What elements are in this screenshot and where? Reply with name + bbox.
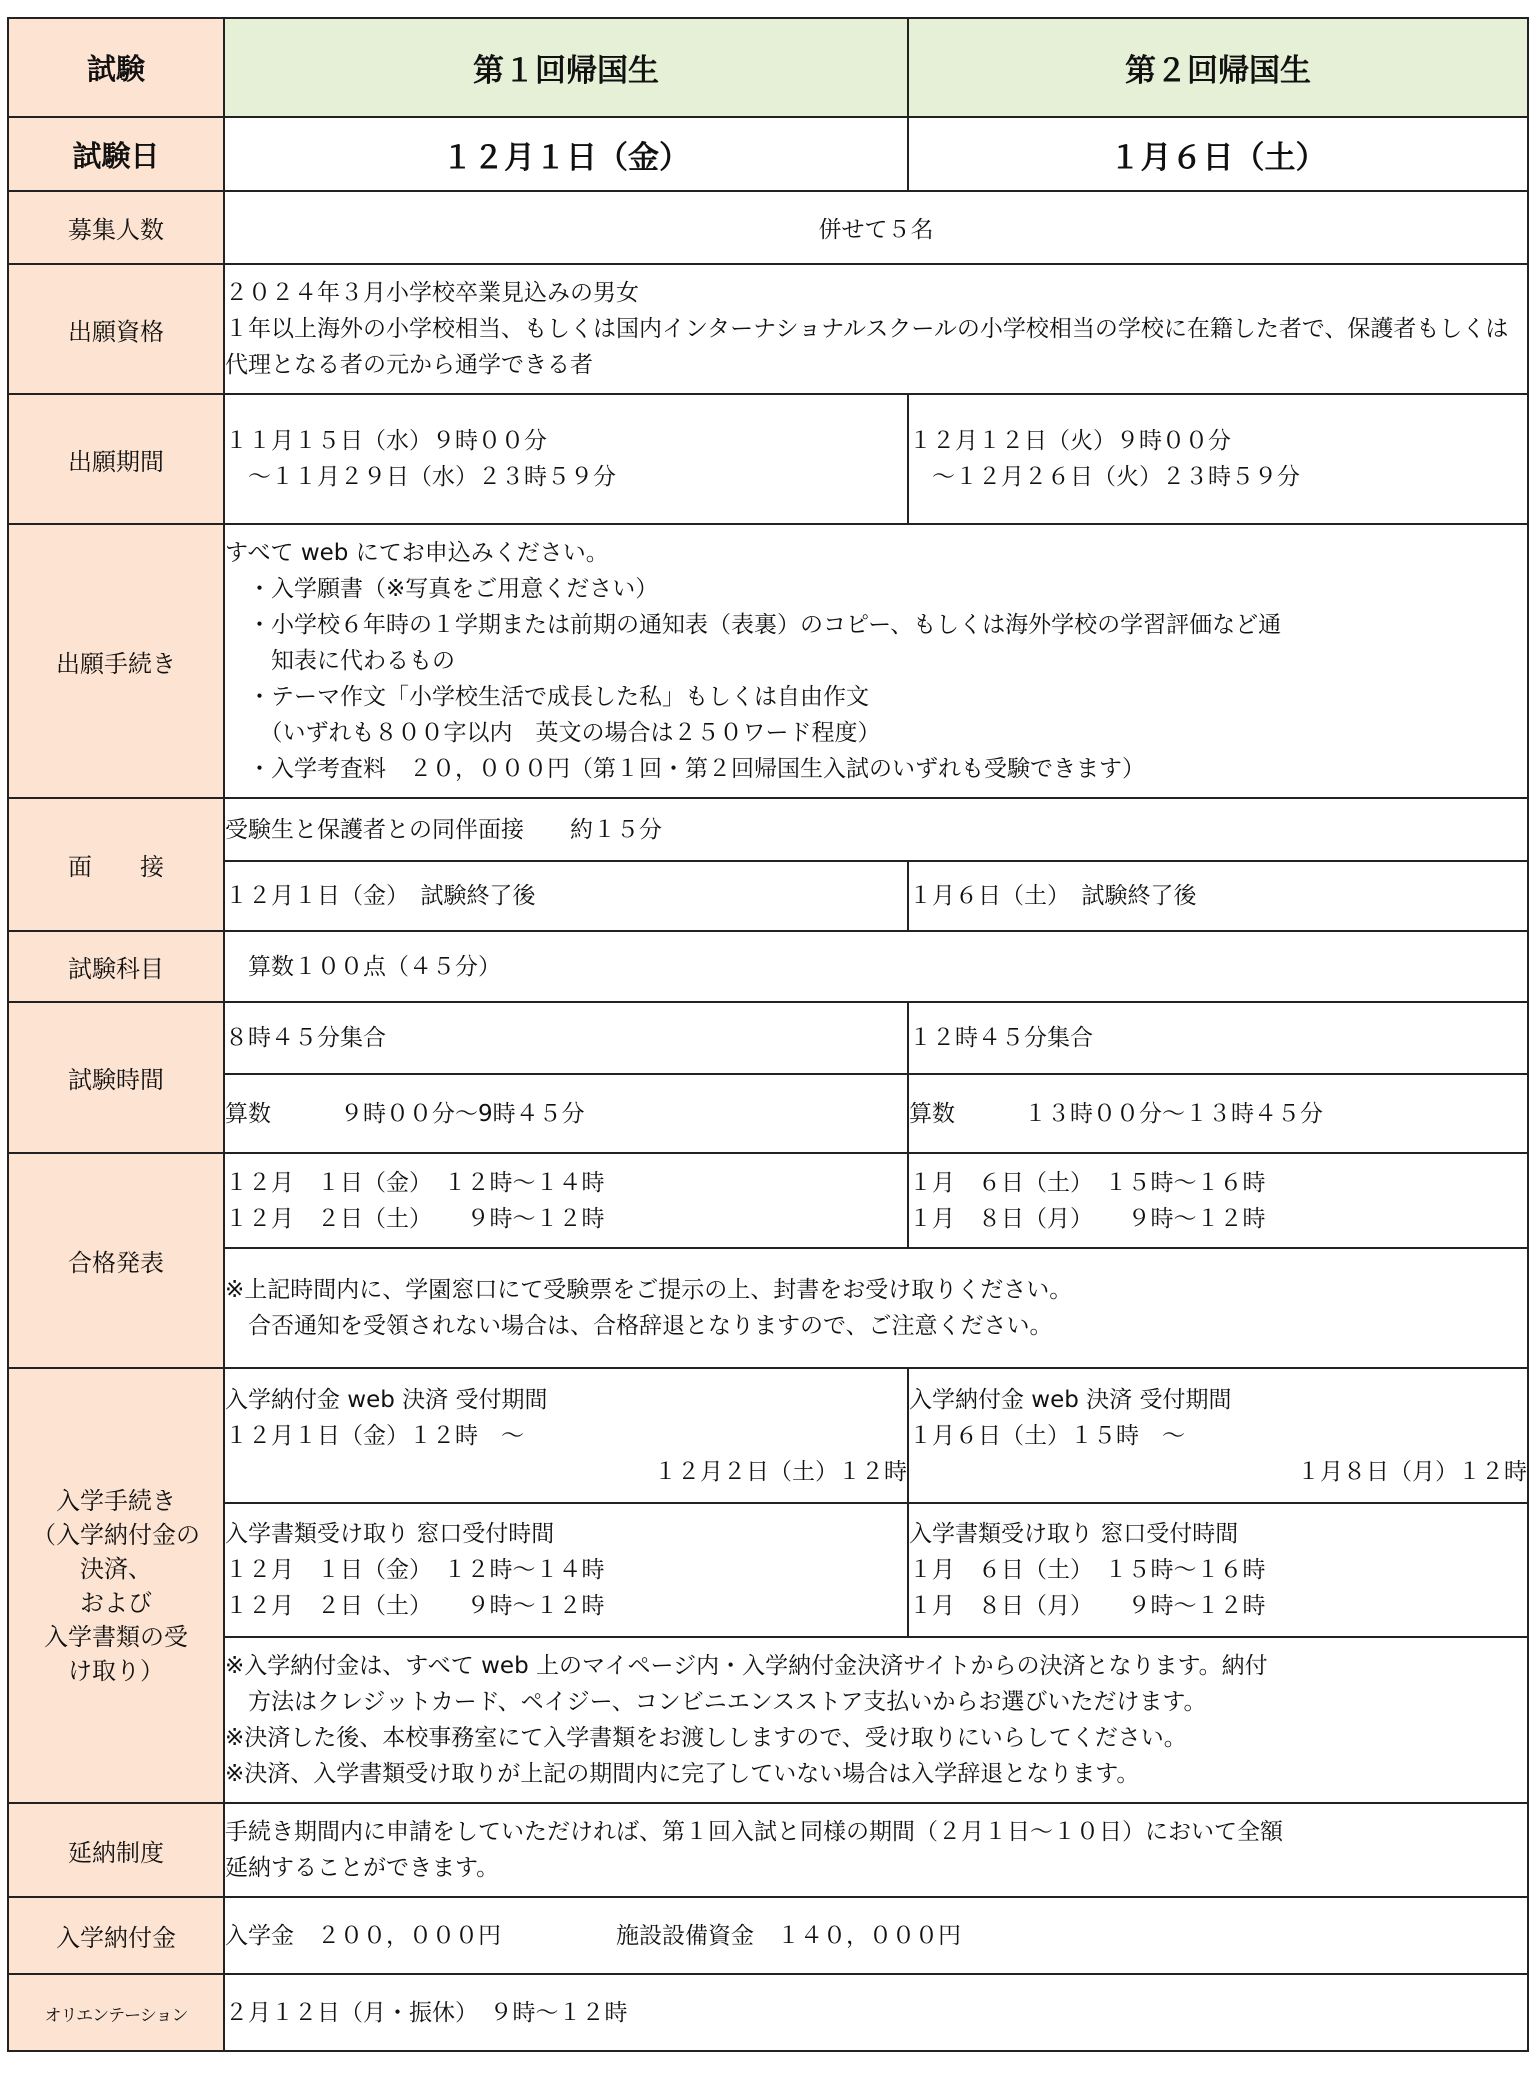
enroll-label-line: け取り） — [68, 1656, 164, 1685]
enroll-pay-row — [8, 1368, 1528, 1503]
eligibility-label: 出願資格 — [8, 264, 224, 394]
procedure-line: （いずれも８００字以内 英文の場合は２５０ワード程度） — [225, 720, 881, 746]
period-line: ～１１月２９日（水）２３時５９分 — [225, 464, 616, 490]
recruit-value: 併せて５名 — [224, 191, 1528, 264]
procedure-label: 出願手続き — [8, 524, 224, 798]
orientation-label: オリエンテーション — [44, 2005, 188, 2026]
results-line: １２月 １日（金） １２時～１４時 — [225, 1169, 605, 1196]
procedure-line: ・テーマ作文「小学校生活で成長した私」もしくは自由作文 — [225, 684, 869, 710]
deferral-row — [8, 1803, 1528, 1897]
results-round1 — [224, 1153, 908, 1248]
orientation-row — [8, 1974, 1528, 2051]
procedure-line: ・入学考査料 ２０，０００円（第１回・第２回帰国生入試のいずれも受験できます） — [225, 756, 1145, 782]
period-round1 — [224, 394, 908, 524]
enroll-notes — [224, 1637, 1528, 1803]
times-gather-round1: ８時４５分集合 — [224, 1002, 908, 1074]
procedure-line: ・入学願書（※写真をご用意ください） — [225, 576, 659, 602]
procedure-line: ・小学校６年時の１学期または前期の通知表（表裏）のコピー、もしくは海外学校の学習評価など通 — [225, 612, 1282, 638]
times-gather-round2: １２時４５分集合 — [908, 1002, 1528, 1074]
enroll-note-line: ※決済した後、本校事務室にて入学書類をお渡ししますので、受け取りにいらしてください。 — [225, 1725, 1187, 1751]
enroll-notes-row — [8, 1637, 1528, 1803]
results-round2 — [908, 1153, 1528, 1248]
enroll-label-line: （入学納付金の — [32, 1520, 200, 1549]
header-row — [8, 18, 1528, 117]
admission-schedule-table — [7, 17, 1529, 2052]
enroll-docs-line: １月 ８日（月） ９時～１２時 — [909, 1593, 1266, 1619]
recruit-label: 募集人数 — [8, 191, 224, 264]
enroll-note-line: ※入学納付金は、すべて web 上のマイページ内・入学納付金決済サイトからの決済となります。納付 — [225, 1653, 1268, 1679]
fees-value: 入学金 ２００，０００円 施設設備資金 １４０，０００円 — [224, 1897, 1528, 1974]
enroll-label-line: および — [80, 1588, 152, 1617]
interview-round2: １月６日（土） 試験終了後 — [908, 861, 1528, 931]
results-line: １月 ８日（月） ９時～１２時 — [909, 1205, 1266, 1232]
enroll-pay-round2 — [908, 1368, 1528, 1503]
results-row — [8, 1153, 1528, 1248]
deferral-line: 手続き期間内に申請をしていただければ、第１回入試と同様の期間（２月１日～１０日）において全額 — [225, 1819, 1283, 1845]
results-note-line: ※上記時間内に、学園窓口にて受験票をご提示の上、封書をお受け取りください。 — [225, 1277, 1073, 1303]
times-math-row — [8, 1074, 1528, 1153]
results-line: １月 ６日（土） １５時～１６時 — [909, 1169, 1266, 1196]
interview-note: 受験生と保護者との同伴面接 約１５分 — [224, 798, 1528, 861]
eligibility-content — [224, 264, 1528, 394]
enroll-docs-title: 入学書類受け取り 窓口受付時間 — [225, 1521, 555, 1547]
enroll-label-line: 入学手続き — [56, 1486, 176, 1515]
procedure-content — [224, 524, 1528, 798]
enroll-docs-line: １月 ６日（土） １５時～１６時 — [909, 1557, 1266, 1583]
enroll-note-line: ※決済、入学書類受け取りが上記の期間内に完了していない場合は入学辞退となります。 — [225, 1761, 1140, 1787]
period-row — [8, 394, 1528, 524]
deferral-label: 延納制度 — [8, 1803, 224, 1897]
header-round1: 第１回帰国生 — [224, 18, 908, 117]
times-math-round2: 算数 １３時００分～１３時４５分 — [908, 1074, 1528, 1153]
times-math-round1: 算数 ９時００分～9時４５分 — [224, 1074, 908, 1153]
enroll-docs-line: １２月 ２日（土） ９時～１２時 — [225, 1593, 605, 1619]
results-line: １２月 ２日（土） ９時～１２時 — [225, 1205, 605, 1232]
enroll-docs-round1 — [224, 1503, 908, 1637]
header-label: 試験 — [8, 18, 224, 117]
enroll-docs-round2 — [908, 1503, 1528, 1637]
enroll-label-line: 入学書類の受 — [44, 1622, 188, 1651]
interview-row — [8, 798, 1528, 861]
period-label: 出願期間 — [8, 394, 224, 524]
enroll-pay-end: １２月２日（土）１２時 — [654, 1458, 907, 1485]
fees-row — [8, 1897, 1528, 1974]
enroll-pay-start: １月６日（土）１５時 ～ — [909, 1422, 1185, 1449]
fees-label: 入学納付金 — [8, 1897, 224, 1974]
exam-date-row — [8, 117, 1528, 191]
deferral-content — [224, 1803, 1528, 1897]
procedure-line: 知表に代わるもの — [225, 648, 455, 674]
enroll-pay-start: １２月１日（金）１２時 ～ — [225, 1422, 524, 1449]
subjects-label: 試験科目 — [8, 931, 224, 1002]
header-round2: 第２回帰国生 — [908, 18, 1528, 117]
period-line: １１月１５日（水）９時００分 — [225, 428, 547, 454]
enroll-docs-line: １２月 １日（金） １２時～１４時 — [225, 1557, 605, 1583]
enroll-docs-title: 入学書類受け取り 窓口受付時間 — [909, 1521, 1239, 1547]
times-label: 試験時間 — [8, 1002, 224, 1153]
subjects-value: 算数１００点（４５分） — [224, 931, 1528, 1002]
deferral-line: 延納することができます。 — [225, 1855, 500, 1881]
enroll-label-line: 決済、 — [80, 1554, 152, 1583]
period-line: ～１２月２６日（火）２３時５９分 — [909, 464, 1300, 490]
results-note-row — [8, 1248, 1528, 1368]
interview-round1: １２月１日（金） 試験終了後 — [224, 861, 908, 931]
enroll-pay-title: 入学納付金 web 決済 受付期間 — [909, 1386, 1232, 1413]
subjects-row — [8, 931, 1528, 1002]
results-note-line: 合否通知を受領されない場合は、合格辞退となりますので、ご注意ください。 — [225, 1313, 1053, 1339]
eligibility-line: ２０２４年３月小学校卒業見込みの男女 — [225, 280, 639, 306]
recruit-row — [8, 191, 1528, 264]
interview-label: 面 接 — [8, 798, 224, 931]
enroll-note-line: 方法はクレジットカード、ペイジー、コンビニエンスストア支払いからお選びいただけます。 — [225, 1689, 1207, 1715]
results-label: 合格発表 — [8, 1153, 224, 1368]
enroll-docs-row — [8, 1503, 1528, 1637]
enroll-pay-title: 入学納付金 web 決済 受付期間 — [225, 1386, 548, 1413]
exam-date-round2: １月６日（土） — [908, 117, 1528, 191]
period-line: １２月１２日（火）９時００分 — [909, 428, 1231, 454]
orientation-label-cell — [8, 1974, 224, 2051]
eligibility-line: １年以上海外の小学校相当、もしくは国内インターナショナルスクールの小学校相当の学校に在籍した者で、保護者もしくは代理となる者の元から通学できる者 — [225, 316, 1509, 378]
exam-date-round1: １２月１日（金） — [224, 117, 908, 191]
period-round2 — [908, 394, 1528, 524]
enroll-label — [8, 1368, 224, 1803]
orientation-value: ２月１２日（月・振休） ９時～１２時 — [224, 1974, 1528, 2051]
interview-dates-row — [8, 861, 1528, 931]
results-note — [224, 1248, 1528, 1368]
enroll-pay-round1 — [224, 1368, 908, 1503]
procedure-row — [8, 524, 1528, 798]
procedure-line: すべて web にてお申込みください。 — [225, 540, 609, 566]
exam-date-label: 試験日 — [8, 117, 224, 191]
enroll-pay-end: １月８日（月）１２時 — [1297, 1458, 1527, 1485]
eligibility-row — [8, 264, 1528, 394]
times-gather-row — [8, 1002, 1528, 1074]
